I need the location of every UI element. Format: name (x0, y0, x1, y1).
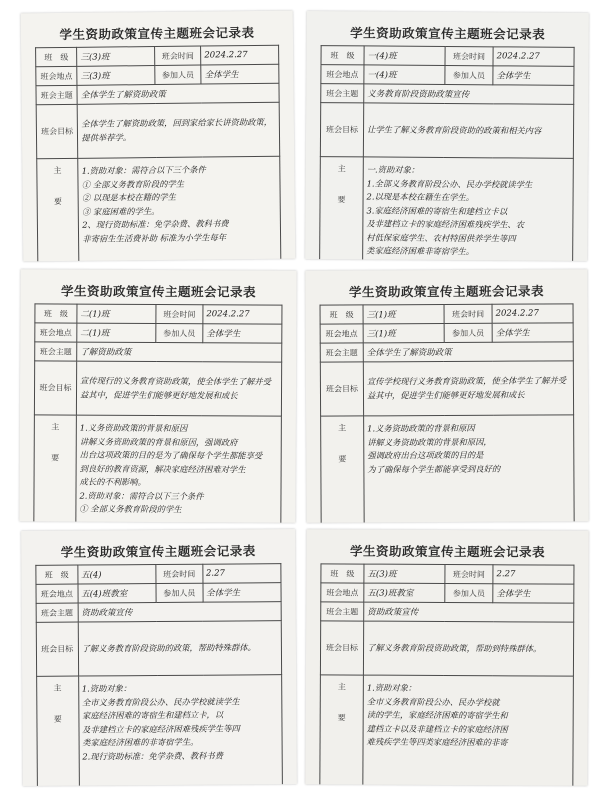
label-main-char1: 主 (53, 166, 62, 176)
label-place: 班会地点 (321, 65, 364, 84)
form-title: 学生资助政策宣传主题班会记录表 (350, 25, 546, 42)
value-theme: 全体学生了解资助政策 (77, 83, 279, 104)
value-place: 一(4)班 (364, 65, 445, 85)
content-line: 及非建档立卡的家庭经济困难残疾学生等四 (82, 722, 240, 735)
value-attendees: 全体学生 (203, 583, 282, 603)
value-time: 2.27 (493, 565, 574, 584)
label-class: 班 级 (320, 305, 363, 324)
label-goal: 班会目标 (36, 622, 78, 676)
value-theme: 资助政策宣传 (78, 602, 281, 622)
label-attendees: 参加人员 (445, 65, 493, 84)
value-class: 三(3)班 (77, 47, 155, 67)
content-line: 讲解义务资助政策的背景和原因，强调政府 (79, 436, 238, 447)
label-main (37, 158, 80, 261)
value-time: 2024.2.27 (203, 305, 282, 324)
goal-text: 宣传学校现行义务教育资助政策，使全体学生了解并受益其中，促进学生们能够更好地发展和成长 (366, 375, 567, 400)
record-photo-6 (305, 529, 588, 785)
value-class: 五(4) (77, 565, 156, 585)
record-photo-4 (305, 269, 588, 522)
label-goal: 班会目标 (36, 104, 78, 158)
label-place: 班会地点 (320, 324, 363, 343)
label-time: 班会时间 (156, 564, 203, 583)
value-place: 三(3)班 (77, 66, 155, 86)
content-line: 强调政府出台这项政策的目的是 (367, 449, 484, 461)
value-place: 三(1)班 (363, 324, 444, 343)
value-content (364, 415, 575, 523)
content-line: 1.全部义务教育阶段公办、民办学校就读学生 (366, 177, 533, 190)
record-table (35, 563, 283, 786)
goal-text: 宣传现行的义务教育资助政策，使全体学生了解并受益其中，促进学生们能够更好地发展和成长 (79, 375, 271, 400)
label-main (321, 416, 365, 523)
content-lines (82, 163, 278, 246)
label-class: 班 级 (36, 565, 78, 584)
content-line: ② 以现是本校在籍的学生 (81, 191, 176, 203)
label-main-char1: 主 (337, 682, 346, 692)
content-line: 一.资助对象： (366, 164, 420, 175)
value-place: 五(4)班教室 (78, 584, 157, 604)
content-line: 2.资助对象：需符合以下三个条件 (79, 490, 204, 501)
label-goal: 班会目标 (320, 103, 363, 157)
content-line: 全市义务教育阶段公办、民办学校就 (366, 696, 500, 707)
form-title: 学生资助政策宣传主题班会记录表 (60, 283, 257, 300)
record-table (320, 303, 575, 522)
content-line: 1.资助对象： (366, 682, 417, 693)
label-main-char1: 主 (53, 683, 62, 693)
label-class: 班 级 (36, 47, 77, 66)
value-content (362, 157, 573, 261)
record-table (319, 563, 574, 785)
content-lines (82, 681, 279, 763)
label-main (320, 675, 364, 786)
value-goal (77, 102, 279, 158)
value-theme: 全体学生了解资助政策 (363, 342, 573, 362)
label-main-char1: 主 (51, 422, 60, 432)
label-class: 班 级 (35, 304, 77, 323)
value-time: 2024.2.27 (201, 45, 279, 65)
value-class: 三(1)班 (363, 305, 444, 324)
value-content (78, 156, 281, 261)
value-theme: 了解资助政策 (77, 342, 282, 362)
label-attendees: 参加人员 (156, 323, 203, 342)
label-attendees: 参加人员 (155, 65, 201, 84)
content-line: 1.资助对象： (81, 683, 132, 694)
content-line: ① 全部义务教育阶段的学生 (79, 503, 182, 515)
value-attendees: 全体学生 (492, 323, 573, 342)
value-attendees: 全体学生 (493, 584, 574, 603)
content-lines (366, 163, 570, 259)
label-theme: 班会主题 (321, 84, 364, 103)
label-attendees: 参加人员 (156, 583, 203, 602)
value-time: 2024.2.27 (492, 304, 573, 323)
record-table (33, 303, 282, 522)
content-line: 类家庭经济困难的非寄宿学生。 (82, 736, 199, 748)
content-line: 2.现行资助标准：免学杂费、教科书费 (82, 750, 224, 762)
value-goal (363, 103, 573, 158)
label-main-char1: 主 (338, 423, 347, 433)
value-attendees: 全体学生 (493, 66, 574, 86)
label-main-char2: 要 (51, 453, 60, 463)
content-line: 类家庭经济困难非寄宿学生。 (366, 245, 475, 257)
content-line: ③ 家庭困难的学生。 (82, 205, 160, 217)
content-lines (79, 422, 278, 518)
value-theme: 资助政策宣传 (364, 602, 574, 622)
content-line: ① 全部义务教育阶段的学生 (81, 178, 185, 190)
value-class: 五(3)班 (364, 564, 445, 583)
content-line: 3.家庭经济困难的寄宿生和建档立卡以 (366, 204, 508, 216)
label-main (37, 676, 80, 786)
value-place: 五(3)班教室 (364, 583, 445, 602)
value-content (78, 675, 282, 786)
content-line: 1.义务资助政策的背景和原因 (367, 422, 475, 434)
record-photo-2 (305, 11, 589, 261)
value-time: 2.27 (202, 564, 281, 584)
label-attendees: 参加人员 (444, 323, 492, 342)
content-line: 全市义务教育阶段公办、民办学校就读学生 (81, 695, 240, 708)
value-attendees: 全体学生 (203, 324, 282, 343)
content-line: 为了确保每个学生都能享受到良好的 (367, 463, 501, 474)
label-attendees: 参加人员 (445, 583, 493, 602)
label-theme: 班会主题 (321, 602, 364, 621)
content-line: 讲解义务资助政策的背景和原因， (367, 436, 492, 447)
content-line: 读的学生，家庭经济困难的寄宿学生和 (366, 709, 508, 721)
label-class: 班 级 (321, 564, 364, 583)
value-goal (76, 361, 281, 416)
record-photo-5 (21, 529, 297, 786)
label-theme: 班会主题 (36, 85, 77, 104)
label-main-char2: 要 (337, 195, 346, 205)
content-line: 1.义务资助政策的背景和原因 (79, 422, 188, 434)
label-place: 班会地点 (321, 583, 364, 602)
label-place: 班会地点 (35, 323, 77, 342)
goal-text: 了解义务教育阶段资助的政策，帮助特殊群体。 (81, 642, 256, 654)
label-place: 班会地点 (36, 584, 78, 603)
content-line: 2、现行资助标准：免学杂费、教科书费 (82, 218, 229, 230)
form-title: 学生资助政策宣传主题班会记录表 (350, 543, 546, 560)
label-time: 班会时间 (156, 304, 203, 323)
label-time: 班会时间 (444, 304, 492, 323)
record-photo-3 (19, 269, 296, 522)
label-main-char2: 要 (53, 197, 62, 207)
label-goal: 班会目标 (34, 361, 76, 415)
label-theme: 班会主题 (35, 342, 77, 361)
goal-text: 全体学生了解资助政策，回到家给家长讲资助政策，提供举荐学。 (81, 116, 273, 143)
content-line: 出台这项政策的目的是为了确保每个学生都能享受 (79, 449, 263, 461)
label-goal: 班会目标 (320, 621, 363, 675)
value-attendees: 全体学生 (201, 64, 279, 84)
goal-text: 让学生了解义务教育阶段资助的政策和相关内容 (367, 124, 542, 136)
value-class: 一(4)班 (364, 46, 445, 66)
label-goal: 班会目标 (320, 362, 363, 416)
label-theme: 班会主题 (320, 343, 363, 362)
label-time: 班会时间 (445, 46, 493, 65)
form-title: 学生资助政策宣传主题班会记录表 (60, 543, 256, 560)
content-line: 2.以现是本校在籍生在学生。 (366, 191, 475, 203)
label-place: 班会地点 (36, 66, 77, 85)
content-line: 村低保家庭学生、农村特困供养学生等四 (366, 231, 516, 243)
content-line: 1.资助对象：需符合以下三个条件 (81, 164, 206, 176)
content-line: 建档立卡以及非建档立卡的家庭经济困 (366, 723, 508, 734)
form-title: 学生资助政策宣传主题班会记录表 (59, 24, 255, 43)
content-lines (367, 421, 570, 476)
record-table (319, 45, 575, 261)
label-time: 班会时间 (155, 46, 201, 65)
label-theme: 班会主题 (36, 603, 78, 622)
label-main (319, 157, 363, 261)
value-class: 二(1)班 (77, 304, 156, 323)
label-main-char2: 要 (337, 713, 346, 723)
label-main (34, 415, 77, 523)
value-place: 二(1)班 (77, 323, 156, 342)
value-content (363, 675, 574, 786)
content-line: 难残疾学生等四类家庭经济困难的非寄 (366, 736, 508, 748)
record-table (35, 45, 282, 262)
value-goal (78, 621, 282, 676)
content-lines (367, 682, 570, 751)
label-main-char2: 要 (338, 454, 347, 464)
content-line: 非寄宿生生活费补助 标准为小学生每年 (82, 231, 227, 244)
record-photo-1 (21, 11, 296, 262)
label-main-char2: 要 (53, 714, 62, 724)
label-time: 班会时间 (445, 564, 493, 583)
content-line: 及非建档立卡的家庭经济困难残疾学生、农 (366, 218, 525, 230)
content-line: 到良好的教育资源，解决家庭经济困难对学生 (79, 463, 246, 474)
value-content (76, 415, 282, 523)
value-time: 2024.2.27 (493, 47, 574, 67)
value-theme: 义务教育阶段资助政策宣传 (364, 84, 574, 104)
content-line: 成长的不利影响。 (79, 476, 146, 487)
value-goal (363, 361, 573, 416)
form-title: 学生资助政策宣传主题班会记录表 (348, 283, 544, 300)
label-main-char1: 主 (337, 164, 346, 174)
content-line: 家庭经济困难的寄宿生和建档立卡，以 (82, 709, 224, 721)
label-class: 班 级 (321, 46, 364, 65)
value-goal (363, 621, 573, 676)
goal-text: 了解义务教育阶段资助政策，帮助到特殊群体。 (367, 642, 542, 654)
